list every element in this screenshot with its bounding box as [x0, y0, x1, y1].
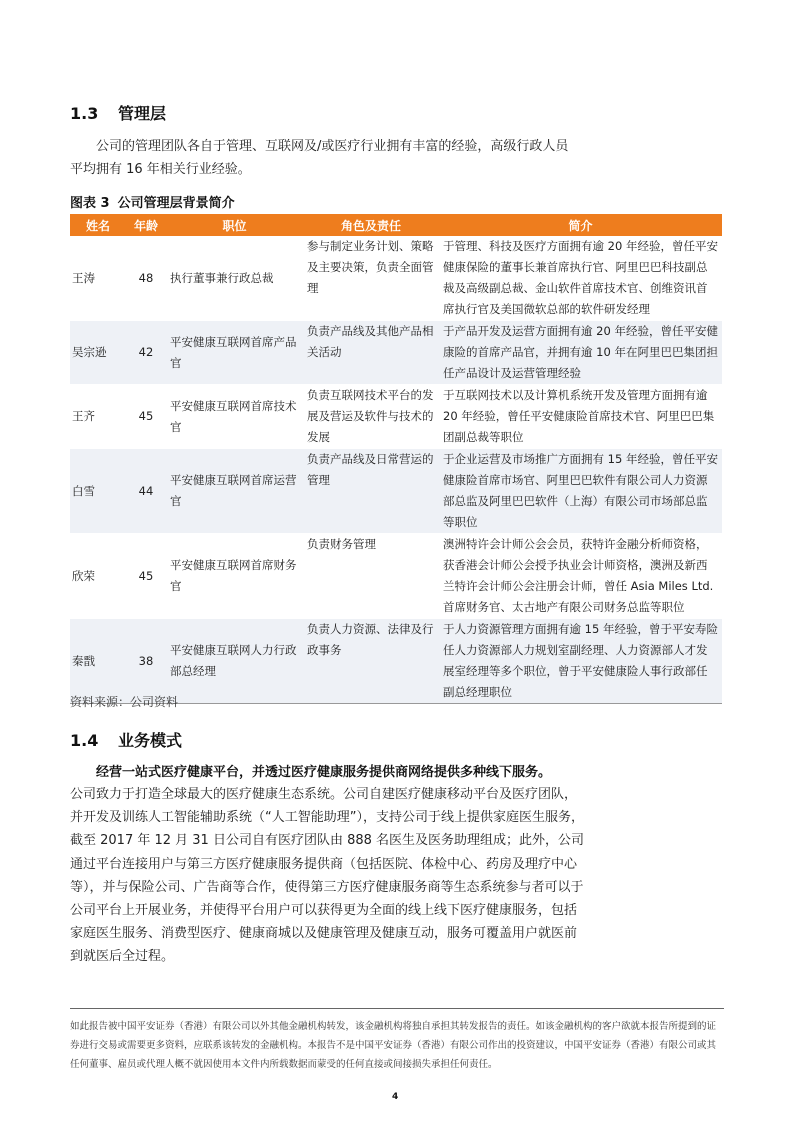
header-bio: 简介 [439, 214, 722, 236]
section-number: 1.3 [70, 104, 99, 123]
section-title: 管理层 [118, 104, 167, 123]
table-row [70, 236, 722, 321]
footer-divider [70, 1008, 724, 1009]
figure-title: 公司管理层背景简介 [117, 196, 235, 211]
cell-age: 48 [126, 236, 166, 321]
cell-position: 平安健康互联网首席财务官 [166, 534, 303, 619]
cell-bio: 于产品开发及运营方面拥有逾 20 年经验，曾任平安健康险的首席产品官，并拥有逾 10 年在阿里巴巴集团担任产品设计及运营管理经验 [439, 321, 722, 385]
header-name: 姓名 [70, 214, 126, 236]
table-row [70, 619, 722, 704]
business-model-lead: 经营一站式医疗健康平台，并透过医疗健康服务提供商网络提供多种线下服务。 [96, 765, 552, 780]
cell-role: 负责互联网技术平台的发展及营运及软件与技术的发展 [303, 385, 439, 449]
cell-name: 欣荣 [70, 534, 126, 619]
section-title: 业务模式 [118, 731, 183, 750]
cell-name: 白雪 [70, 449, 126, 534]
cell-name: 王涛 [70, 236, 126, 321]
section-number: 1.4 [70, 731, 99, 750]
disclaimer: 如此报告被中国平安证券（香港）有限公司以外其他金融机构转发，该金融机构将独自承担其转发报告的责任。如该金融机构的客户欲就本报告所提到的证券进行交易或需要更多资料，应联系该转发的金融机构。本报告不是中国平安证券（香港）有限公司作出的投资建议，中国平安证券（香港）有限公司或其任何董事、雇员或代理人概不就因使用本文件内所载数据而蒙受的任何直接或间接损失承担任何责任。 [70, 1021, 717, 1070]
cell-age: 44 [126, 449, 166, 534]
cell-position: 执行董事兼行政总裁 [166, 236, 303, 321]
cell-role: 负责财务管理 [303, 534, 439, 619]
table-row [70, 534, 722, 619]
cell-position: 平安健康互联网首席产品官 [166, 321, 303, 385]
cell-role: 负责人力资源、法律及行政事务 [303, 619, 439, 704]
cell-position: 平安健康互联网首席运营官 [166, 449, 303, 534]
cell-age: 38 [126, 619, 166, 704]
cell-position: 平安健康互联网人力行政部总经理 [166, 619, 303, 704]
header-age: 年龄 [126, 214, 166, 236]
cell-bio: 于人力资源管理方面拥有逾 15 年经验，曾于平安寿险任人力资源部人力规划室副经理、人力资源部人才发展室经理等多个职位，曾于平安健康险人事行政部任副总经理职位 [439, 619, 722, 704]
business-model-body: 公司致力于打造全球最大的医疗健康生态系统。公司自建医疗健康移动平台及医疗团队，并开发及训练人工智能辅助系统（“人工智能助理”），支持公司于线上提供家庭医生服务，截至 2017 年 12 月 31 日公司自有医疗团队由 888 名医生及医务助理组成；此外，公司通过平台连接用户与第三方医疗健康服务提供商（包括医院、体检中心、药房及理疗中心等），并与保险公司、广告商等合作，使得第三方医疗健康服务商等生态系统参与者可以于公司平台上开展业务，并使得平台用户可以获得更为全面的线上线下医疗健康服务，包括家庭医生服务、消费型医疗、健康商城以及健康管理及健康互动，服务可覆盖用户就医前到就医后全过程。 [70, 787, 585, 965]
header-position: 职位 [166, 214, 303, 236]
section-heading-1-3 [70, 101, 166, 124]
figure-caption [70, 192, 235, 211]
management-intro: 公司的管理团队各自于管理、互联网及/或医疗行业拥有丰富的经验，高级行政人员平均拥有 16 年相关行业经验。 [70, 139, 569, 177]
cell-age: 45 [126, 534, 166, 619]
cell-role: 参与制定业务计划、策略及主要决策，负责全面管理 [303, 236, 439, 321]
cell-position: 平安健康互联网首席技术官 [166, 385, 303, 449]
cell-name: 王齐 [70, 385, 126, 449]
management-table [70, 214, 722, 704]
cell-bio: 于管理、科技及医疗方面拥有逾 20 年经验，曾任平安健康保险的董事长兼首席执行官、阿里巴巴科技副总裁及高级副总裁、金山软件首席技术官、创维资讯首席执行官及美国微软总部的软件研发经理 [439, 236, 722, 321]
table-row [70, 385, 722, 449]
table-source: 资料来源：公司资料 [70, 695, 179, 709]
cell-role: 负责产品线及日常营运的管理 [303, 449, 439, 534]
figure-label: 图表 3 [70, 196, 110, 211]
cell-bio: 于互联网技术以及计算机系统开发及管理方面拥有逾 20 年经验，曾任平安健康险首席技术官、阿里巴巴集团副总裁等职位 [439, 385, 722, 449]
cell-age: 42 [126, 321, 166, 385]
section-heading-1-4 [70, 728, 182, 751]
header-role: 角色及责任 [303, 214, 439, 236]
cell-bio: 于企业运营及市场推广方面拥有 15 年经验，曾任平安健康险首席市场官、阿里巴巴软件有限公司人力资源部总监及阿里巴巴软件（上海）有限公司市场部总监等职位 [439, 449, 722, 534]
cell-bio: 澳洲特许会计师公会会员，获特许金融分析师资格，获香港会计师公会授予执业会计师资格，澳洲及新西兰特许会计师公会注册会计师，曾任 Asia Miles Ltd. 首席财务官、太古地产有限公司财务总监等职位 [439, 534, 722, 619]
cell-name: 秦戬 [70, 619, 126, 704]
cell-name: 吴宗逊 [70, 321, 126, 385]
table-row [70, 449, 722, 534]
cell-role: 负责产品线及其他产品相关活动 [303, 321, 439, 385]
cell-age: 45 [126, 385, 166, 449]
table-row [70, 321, 722, 385]
table-header-row [70, 214, 722, 236]
page-number: 4 [392, 1092, 399, 1102]
